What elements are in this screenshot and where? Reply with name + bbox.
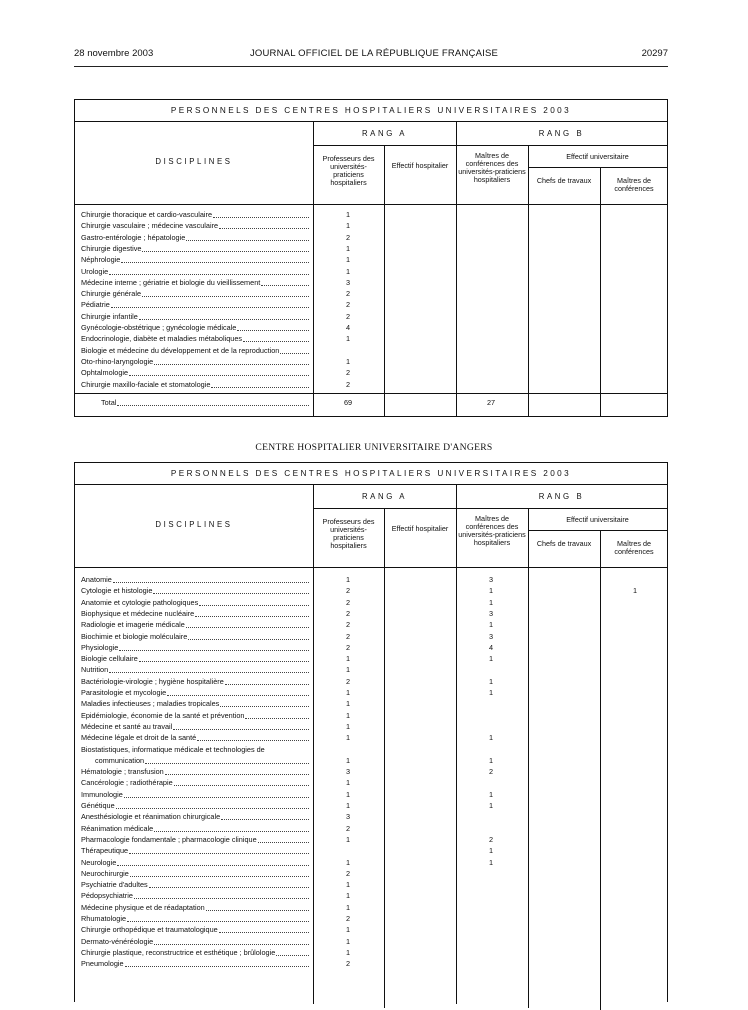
table-row <box>75 824 667 835</box>
rang-b-header: RANG B <box>538 492 585 501</box>
professeurs-count: 2 <box>345 379 351 389</box>
discipline-label: Parasitologie et mycologie <box>81 688 167 697</box>
table-row <box>75 699 667 710</box>
discipline-label: Médecine et santé au travail <box>81 721 173 731</box>
table-row <box>75 891 667 902</box>
discipline-label: Radiologie et imagerie médicale <box>81 620 185 630</box>
discipline-label: Cancérologie ; radiothérapie <box>81 778 173 788</box>
professeurs-count: 2 <box>345 232 351 242</box>
section-title-angers: CENTRE HOSPITALIER UNIVERSITAIRE D'ANGERS <box>255 442 493 453</box>
table-row <box>75 654 667 665</box>
professeurs-count: 1 <box>345 688 351 697</box>
professeurs-count: 2 <box>345 868 351 878</box>
header-rule <box>74 66 668 67</box>
discipline-label: Neurochirurgie <box>81 868 129 878</box>
professeurs-count: 1 <box>345 356 351 366</box>
maitres-conferences-count: 1 <box>488 620 494 630</box>
table-row <box>75 835 667 846</box>
discipline-label: Anatomie <box>81 575 112 584</box>
professeurs-count: 2 <box>345 311 351 321</box>
discipline-label: Biostatistiques, informatique médicale et technologies de <box>81 744 265 754</box>
discipline-label: Chirurgie orthopédique et traumatologique <box>81 925 218 935</box>
discipline-label: Thérapeutique <box>81 846 129 856</box>
discipline-label: Pédiatrie <box>81 300 110 310</box>
table-row <box>75 812 667 823</box>
professeurs-count: 2 <box>345 608 351 618</box>
professeurs-count: 1 <box>345 947 351 957</box>
discipline-label: Médecine physique et de réadaptation <box>81 902 205 912</box>
table-row <box>75 334 667 345</box>
table-row <box>75 880 667 891</box>
professeurs-count: 1 <box>345 925 351 935</box>
discipline-label: Oto-rhino-laryngologie <box>81 356 154 366</box>
table-title: PERSONNELS DES CENTRES HOSPITALIERS UNIVERSITAIRES 2003 <box>170 106 572 115</box>
professeurs-count: 1 <box>345 255 351 265</box>
discipline-label: Bactériologie-virologie ; hygiène hospitalière <box>81 676 224 686</box>
table-row <box>75 609 667 620</box>
discipline-label: Chirurgie plastique, reconstructrice et esthétique ; brûlologie <box>81 947 276 957</box>
maitres-conferences-count: 4 <box>488 642 494 652</box>
maitres-conferences-count: 3 <box>488 631 494 641</box>
maitres-conferences-count: 1 <box>488 688 494 697</box>
professeurs-count: 1 <box>345 721 351 731</box>
table-row <box>75 244 667 255</box>
professeurs-count: 3 <box>345 767 351 777</box>
professeurs-count: 2 <box>345 368 351 378</box>
professeurs-header: Professeurs des universités-praticiens hospitaliers <box>322 154 375 187</box>
professeurs-count: 3 <box>345 277 351 287</box>
table-row <box>75 632 667 643</box>
discipline-label: Gynécologie-obstétrique ; gynécologie médicale <box>81 323 237 332</box>
table-row <box>75 925 667 936</box>
professeurs-count: 1 <box>345 936 351 946</box>
professeurs-count: 1 <box>345 834 351 844</box>
maitres-conferences-count: 1 <box>488 846 494 856</box>
table-title: PERSONNELS DES CENTRES HOSPITALIERS UNIVERSITAIRES 2003 <box>170 469 572 478</box>
table-row <box>75 790 667 801</box>
chefs-de-travaux-header: Chefs de travaux <box>536 539 592 548</box>
professeurs-count: 2 <box>345 823 351 833</box>
discipline-label: Chirurgie générale <box>81 289 142 299</box>
discipline-label: communication <box>95 755 145 765</box>
discipline-label: Chirurgie thoracique et cardio-vasculaire <box>81 210 213 219</box>
discipline-label: Maladies infectieuses ; maladies tropicales <box>81 699 220 709</box>
discipline-label: Biophysique et médecine nucléaire <box>81 608 195 618</box>
table-row <box>75 620 667 631</box>
total-row <box>75 398 667 409</box>
table-row <box>75 323 667 334</box>
discipline-label: Chirurgie vasculaire ; médecine vasculaire <box>81 221 219 231</box>
professeurs-count: 1 <box>345 755 351 765</box>
table-row <box>75 688 667 699</box>
table-row <box>75 745 667 756</box>
professeurs-count: 1 <box>345 710 351 720</box>
maitres-conferences-count: 1 <box>488 755 494 765</box>
discipline-label: Immunologie <box>81 789 123 799</box>
table-row <box>75 346 667 357</box>
discipline-label: Endocrinologie, diabète et maladies métaboliques <box>81 334 243 344</box>
professeurs-count: 1 <box>345 654 351 664</box>
discipline-label: Neurologie <box>81 857 117 867</box>
discipline-label: Pharmacologie fondamentale ; pharmacologie clinique <box>81 834 257 844</box>
professeurs-count: 1 <box>345 789 351 799</box>
total-maitres-conferences: 27 <box>486 398 496 407</box>
professeurs-count: 1 <box>345 334 351 344</box>
professeurs-count: 1 <box>345 891 351 901</box>
maitres-conferences-count: 1 <box>488 789 494 799</box>
effectif-hospitalier-header: Effectif hospitalier <box>391 161 449 170</box>
table-row <box>75 255 667 266</box>
professeurs-count: 2 <box>345 959 351 969</box>
discipline-label: Ophtalmologie <box>81 368 129 378</box>
maitres-conferences-count: 2 <box>488 767 494 777</box>
table-row <box>75 368 667 379</box>
table-row <box>75 937 667 948</box>
discipline-label: Médecine légale et droit de la santé <box>81 733 197 743</box>
table-row <box>75 221 667 232</box>
effectif-universitaire-header: Effectif universitaire <box>566 152 629 161</box>
table-row <box>75 778 667 789</box>
professeurs-count: 1 <box>345 733 351 743</box>
professeurs-count: 3 <box>345 812 351 822</box>
professeurs-count: 2 <box>345 631 351 641</box>
professeurs-count: 2 <box>345 914 351 923</box>
professeurs-count: 1 <box>345 699 351 709</box>
discipline-label: Cytologie et histologie <box>81 586 153 596</box>
professeurs-count: 2 <box>345 597 351 607</box>
professeurs-count: 2 <box>345 620 351 630</box>
table-row <box>75 665 667 676</box>
chefs-de-travaux-header: Chefs de travaux <box>536 176 592 185</box>
discipline-label: Physiologie <box>81 642 119 652</box>
table-row <box>75 575 667 586</box>
maitres-conferences-count: 1 <box>488 654 494 664</box>
discipline-label: Médecine interne ; gériatrie et biologie du vieillissement <box>81 277 261 287</box>
discipline-label: Psychiatrie d'adultes <box>81 880 148 890</box>
table-row <box>75 210 667 221</box>
discipline-label: Néphrologie <box>81 255 121 265</box>
total-professeurs: 69 <box>343 398 353 407</box>
professeurs-count: 1 <box>345 857 351 867</box>
discipline-label: Urologie <box>81 266 109 276</box>
table-row <box>75 233 667 244</box>
table-row <box>75 267 667 278</box>
table-row <box>75 756 667 767</box>
rang-b-header: RANG B <box>538 129 585 138</box>
professeurs-header: Professeurs des universités-praticiens hospitaliers <box>322 517 375 550</box>
maitres-conferences-count: 1 <box>488 857 494 867</box>
table-row <box>75 733 667 744</box>
table-chu-angers <box>74 462 668 1002</box>
table-row <box>75 598 667 609</box>
table-row <box>75 312 667 323</box>
maitres-conferences-count: 1 <box>488 597 494 607</box>
table-row <box>75 711 667 722</box>
total-label: Total <box>101 398 117 407</box>
maitres-de-conferences-header: Maîtres de conférences <box>614 539 654 556</box>
table-row <box>75 767 667 778</box>
discipline-label: Anatomie et cytologie pathologiques <box>81 597 199 607</box>
maitres-conferences-count: 3 <box>488 608 494 618</box>
discipline-label: Biochimie et biologie moléculaire <box>81 631 188 641</box>
table-row <box>75 300 667 311</box>
discipline-label: Anesthésiologie et réanimation chirurgicale <box>81 812 221 822</box>
professeurs-count: 1 <box>345 880 351 890</box>
discipline-label: Chirurgie maxillo-faciale et stomatologie <box>81 379 211 389</box>
disciplines-header: DISCIPLINES <box>155 157 233 166</box>
effectif-universitaire-header: Effectif universitaire <box>566 515 629 524</box>
table-row <box>75 948 667 959</box>
table-row <box>75 586 667 597</box>
table-row <box>75 643 667 654</box>
maitres-conferences-pu-header: Maîtres de conférences des universités-praticiens hospitaliers <box>458 514 526 547</box>
table-row <box>75 380 667 391</box>
discipline-label: Gastro-entérologie ; hépatologie <box>81 232 186 242</box>
discipline-label: Chirurgie infantile <box>81 311 138 321</box>
professeurs-count: 1 <box>345 266 351 276</box>
rang-a-header: RANG A <box>361 492 408 501</box>
page-date: 28 novembre 2003 <box>74 48 154 59</box>
rang-a-header: RANG A <box>361 129 408 138</box>
maitres-conferences-count: 1 <box>488 733 494 743</box>
discipline-label: Hématologie ; transfusion <box>81 767 164 777</box>
discipline-label: Biologie cellulaire <box>81 654 138 664</box>
professeurs-count: 2 <box>345 300 351 310</box>
professeurs-count: 4 <box>345 323 351 332</box>
discipline-label: Biologie et médecine du développement et de la reproduction <box>81 345 280 355</box>
discipline-label: Dermato-vénéréologie <box>81 936 154 946</box>
maitres-conferences-count: 3 <box>488 575 494 584</box>
professeurs-count: 1 <box>345 665 351 675</box>
page-number: 20297 <box>641 48 668 59</box>
professeurs-count: 2 <box>345 289 351 299</box>
table-row <box>75 289 667 300</box>
professeurs-count: 1 <box>345 575 351 584</box>
table-row <box>75 869 667 880</box>
table-row <box>75 278 667 289</box>
discipline-label: Chirurgie digestive <box>81 243 142 253</box>
table-chu-continued <box>74 99 668 417</box>
maitres-conferences-count: 2 <box>488 834 494 844</box>
maitres-conf-univ-count: 1 <box>632 586 638 596</box>
discipline-label: Pédopsychiatrie <box>81 891 133 901</box>
professeurs-count: 1 <box>345 801 351 810</box>
professeurs-count: 2 <box>345 676 351 686</box>
maitres-conferences-pu-header: Maîtres de conférences des universités-praticiens hospitaliers <box>458 151 526 184</box>
discipline-label: Nutrition <box>81 665 109 675</box>
table-row <box>75 903 667 914</box>
professeurs-count: 2 <box>345 586 351 596</box>
professeurs-count: 1 <box>345 221 351 231</box>
journal-title: JOURNAL OFFICIEL DE LA RÉPUBLIQUE FRANÇAISE <box>249 48 499 59</box>
table-row <box>75 677 667 688</box>
maitres-conferences-count: 1 <box>488 586 494 596</box>
professeurs-count: 1 <box>345 210 351 219</box>
discipline-label: Pneumologie <box>81 959 124 969</box>
discipline-label: Epidémiologie, économie de la santé et prévention <box>81 710 245 720</box>
maitres-conferences-count: 1 <box>488 801 494 810</box>
discipline-label: Rhumatologie <box>81 914 127 923</box>
table-row <box>75 846 667 857</box>
table-row <box>75 959 667 970</box>
table-row <box>75 858 667 869</box>
professeurs-count: 1 <box>345 902 351 912</box>
professeurs-count: 1 <box>345 243 351 253</box>
discipline-label: Génétique <box>81 801 115 810</box>
maitres-conferences-count: 1 <box>488 676 494 686</box>
professeurs-count: 2 <box>345 642 351 652</box>
discipline-label: Réanimation médicale <box>81 823 154 833</box>
table-row <box>75 357 667 368</box>
maitres-de-conferences-header: Maîtres de conférences <box>614 176 654 193</box>
disciplines-header: DISCIPLINES <box>155 520 233 529</box>
table-row <box>75 722 667 733</box>
professeurs-count: 1 <box>345 778 351 788</box>
effectif-hospitalier-header: Effectif hospitalier <box>391 524 449 533</box>
table-row <box>75 914 667 925</box>
table-row <box>75 801 667 812</box>
